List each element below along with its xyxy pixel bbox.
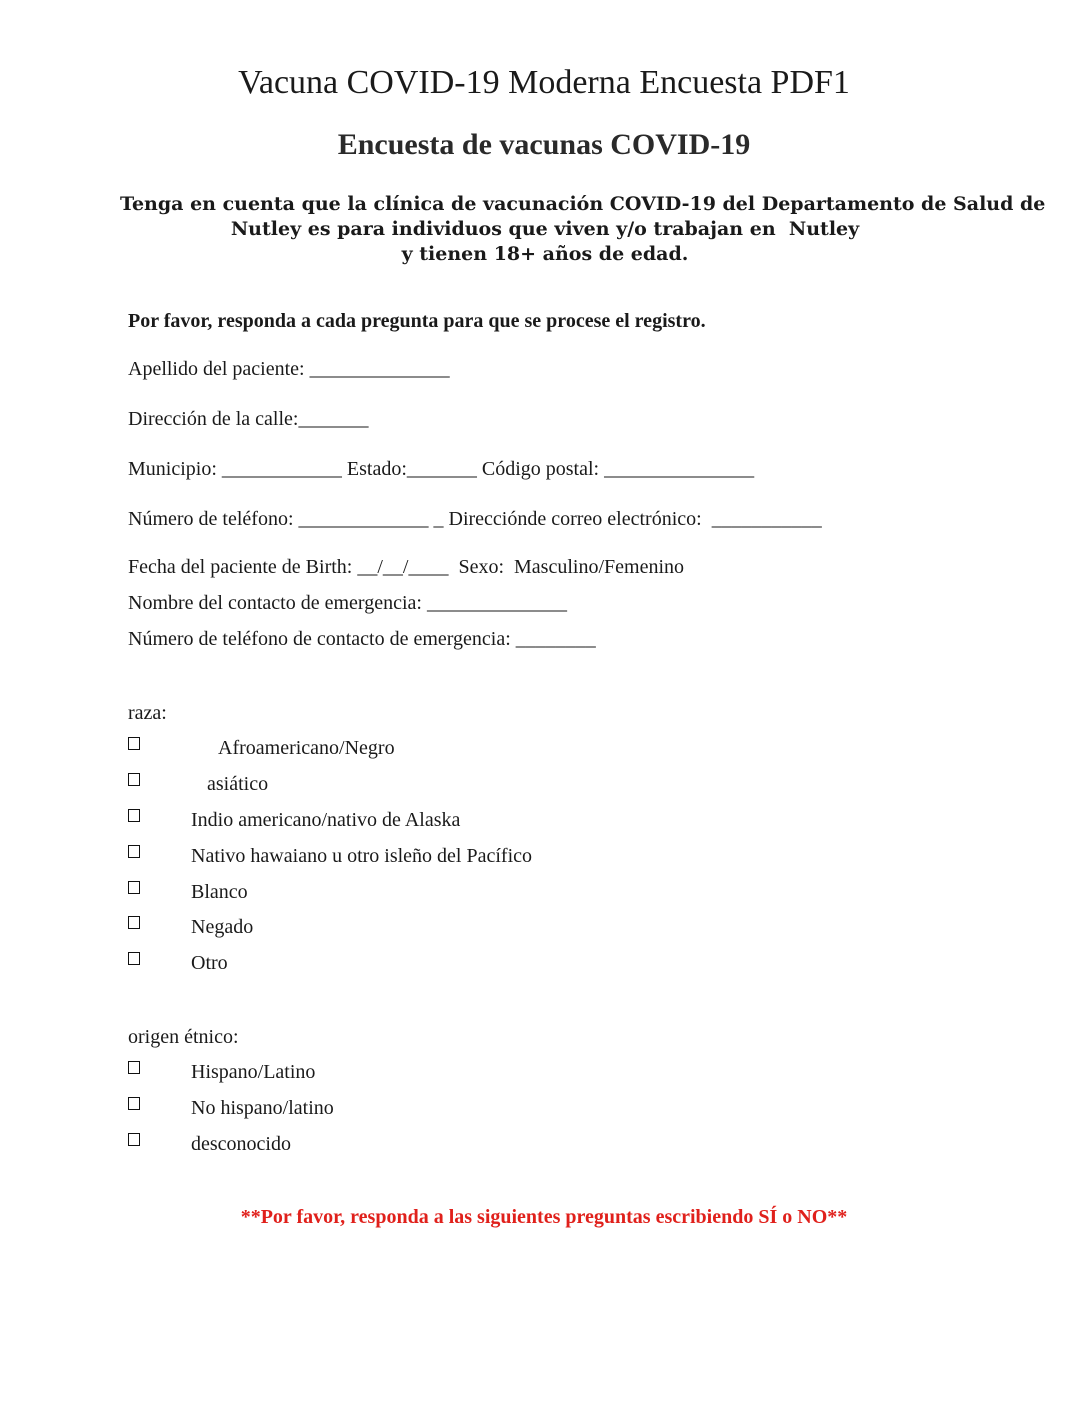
race-checkbox-white[interactable] (128, 881, 140, 894)
ethnicity-checkbox-hispanic[interactable] (128, 1061, 140, 1074)
ethnicity-option-label: desconocido (191, 1133, 291, 1155)
field-birthdate-sex[interactable]: Fecha del paciente de Birth: __/__/____ Sexo: Masculino/Femenino (128, 556, 685, 578)
ethnicity-option-label: Hispano/Latino (191, 1061, 316, 1083)
notice-line: y tienen 18+ años de edad. (401, 243, 689, 265)
notice-line: Tenga en cuenta que la clínica de vacunación COVID-19 del Departamento de Salud de (120, 193, 1046, 215)
ethnicity-checkbox-unknown[interactable] (128, 1133, 140, 1146)
yes-no-instruction: **Por favor, responda a las siguientes preguntas escribiendo SÍ o NO** (240, 1206, 848, 1228)
race-option-label: Otro (191, 952, 228, 974)
eligibility-notice (120, 192, 1046, 267)
race-option-label: Blanco (191, 881, 248, 903)
field-street-address[interactable]: Dirección de la calle:_______ (128, 408, 369, 430)
notice-line: Nutley es para individuos que viven y/o trabajan en Nutley (230, 218, 860, 240)
ethnicity-label: origen étnico: (128, 1026, 239, 1048)
race-option-label: Negado (191, 916, 254, 938)
race-checkbox-declined[interactable] (128, 916, 140, 929)
field-emergency-contact-name[interactable]: Nombre del contacto de emergencia: ______________ (128, 592, 567, 614)
race-option-label: asiático (207, 773, 269, 795)
race-checkbox-asian[interactable] (128, 773, 140, 786)
ethnicity-checkbox-non-hispanic[interactable] (128, 1097, 140, 1110)
race-checkbox-other[interactable] (128, 952, 140, 965)
ethnicity-option-label: No hispano/latino (191, 1097, 334, 1119)
race-option-label: Indio americano/nativo de Alaska (191, 809, 461, 831)
race-checkbox-african-american[interactable] (128, 737, 140, 750)
field-patient-last-name[interactable]: Apellido del paciente: ______________ (128, 358, 450, 380)
race-checkbox-american-indian[interactable] (128, 809, 140, 822)
document-title: Vacuna COVID-19 Moderna Encuesta PDF1 (238, 64, 850, 101)
field-phone-email[interactable]: Número de teléfono: _____________ _ Direcciónde correo electrónico: ___________ (128, 508, 822, 530)
field-emergency-contact-phone[interactable]: Número de teléfono de contacto de emergencia: ________ (128, 628, 596, 650)
race-checkbox-pacific-islander[interactable] (128, 845, 140, 858)
survey-subtitle: Encuesta de vacunas COVID-19 (337, 128, 751, 161)
race-option-label: Afroamericano/Negro (218, 737, 395, 759)
field-municipality-state-zip[interactable]: Municipio: ____________ Estado:_______ Código postal: _______________ (128, 458, 755, 480)
form-instruction: Por favor, responda a cada pregunta para que se procese el registro. (128, 310, 706, 332)
race-label: raza: (128, 702, 167, 724)
race-option-label: Nativo hawaiano u otro isleño del Pacífico (191, 845, 533, 867)
